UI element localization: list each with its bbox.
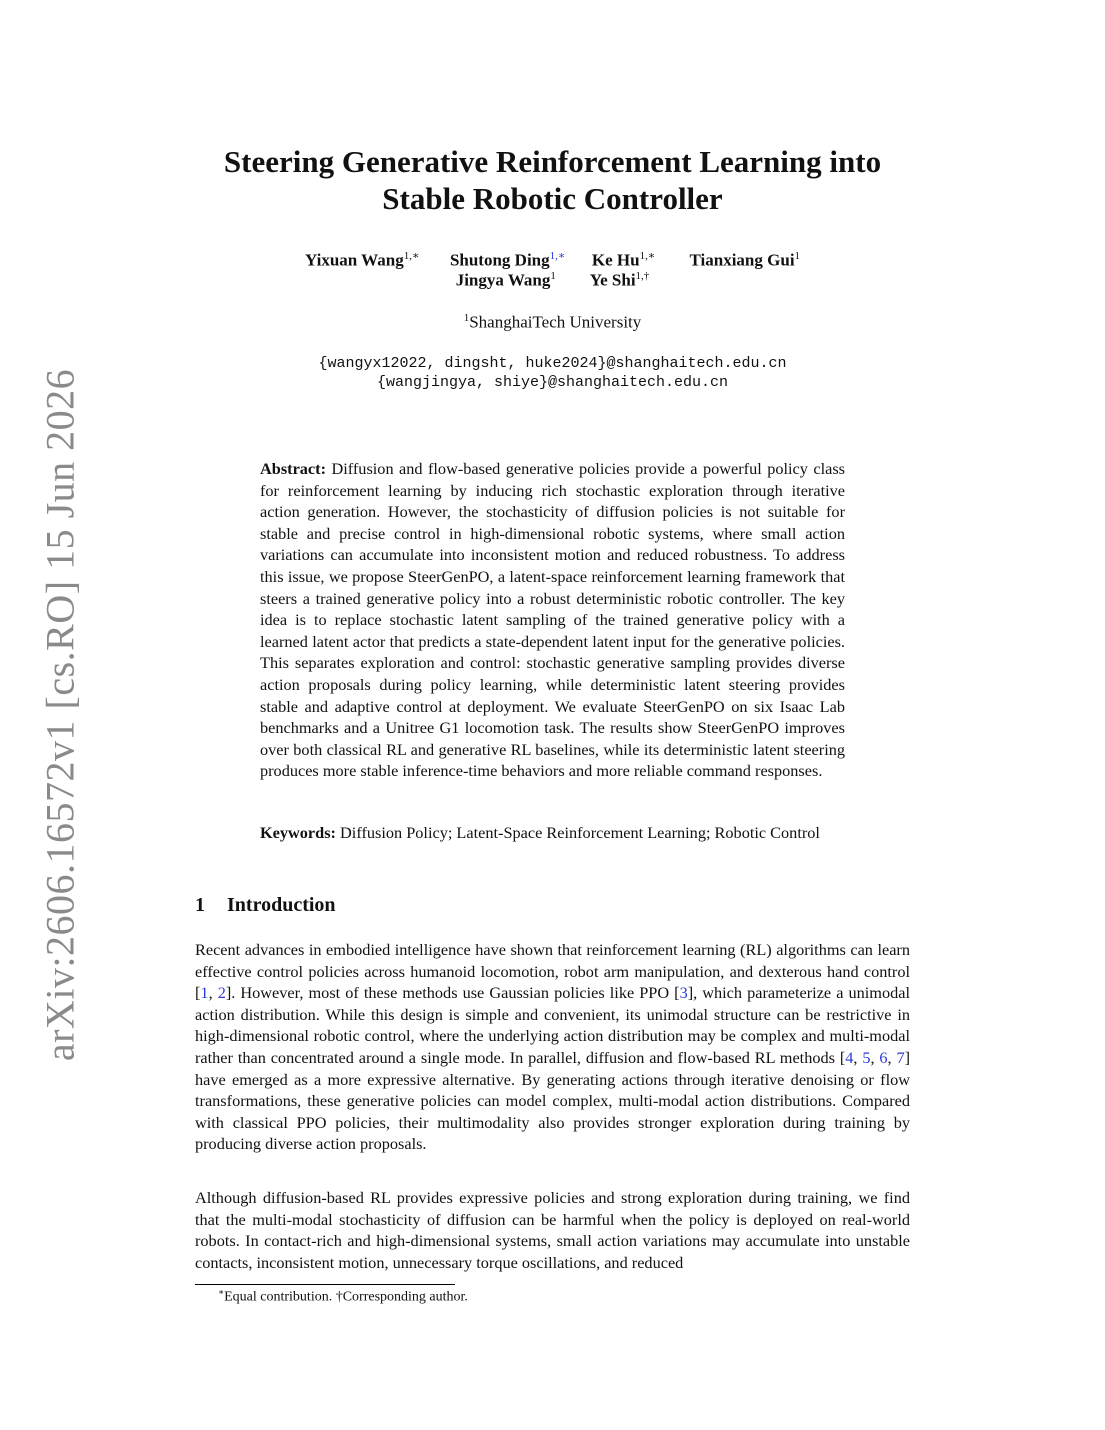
author-name: Ye Shi — [589, 270, 636, 290]
citation-link[interactable]: 1 — [200, 983, 209, 1003]
footnote — [218, 1287, 468, 1306]
author-name: Ke Hu — [591, 250, 640, 270]
paragraph-text: ] have emerged as a more expressive alternative. By generating actions through iterative denoising or flow transformations, these generative policies can model complex, multi-modal action distributions. Compared with classical PPO policies, their multimodality also provides stronger exploration during training by producing diverse action proposals. — [195, 1047, 911, 1154]
author-mark: 1,∗ — [403, 250, 420, 262]
section-title: Introduction — [227, 894, 336, 916]
footnote-rule — [195, 1284, 455, 1285]
footnote-text: Equal contribution. †Corresponding author. — [224, 1289, 468, 1305]
paragraph-text: ], which parameterize a unimodal action distribution. While this design is simple and convenient, its unimodal structure can be restrictive in high-dimensional robotic control, where the underlying action distribution may be complex and multi-modal rather than concentrated around a single mode. In parallel, diffusion and flow-based RL methods [ — [195, 983, 910, 1067]
section-number: 1 — [195, 894, 205, 916]
author-mark: 1,∗ — [639, 250, 656, 262]
affiliation-name: ShanghaiTech University — [469, 312, 642, 332]
abstract-label: Abstract: — [260, 459, 327, 478]
citation-link[interactable]: 3 — [679, 983, 688, 1003]
author-mark: 1,† — [635, 270, 650, 282]
paper-title — [150, 143, 955, 217]
abstract-text: Diffusion and flow-based generative policies provide a powerful policy class for reinforcement learning by inducing rich stochastic exploration through iterative action generation. However, the stochasticity of diffusion policies is not suitable for stable and precise control in high-dimensional robotic systems, where small action variations can accumulate into inconsistent motion and reduced robustness. To address this issue, we propose SteerGenPO, a latent-space reinforcement learning framework that steers a trained generative policy into a robust deterministic robotic controller. The key idea is to replace stochastic latent sampling of the trained generative policy with a learned latent actor that predicts a state-dependent latent input for the generative policies. This separates exploration and control: stochastic generative sampling provides diverse action proposals during policy learning, while deterministic latent steering provides stable and adaptive control at deployment. We evaluate SteerGenPO on six Isaac Lab benchmarks and a Unitree G1 locomotion task. The results show SteerGenPO improves over both classical RL and generative RL baselines, while its deterministic latent steering produces more stable inference-time behaviors and more reliable command responses. — [260, 459, 845, 781]
citation-link[interactable]: 7 — [896, 1047, 905, 1067]
author-mark: 1 — [550, 270, 556, 282]
author-row-1 — [150, 249, 955, 271]
paragraph-text: Recent advances in embodied intelligence have shown that reinforcement learning (RL) algorithms can learn effective control policies across humanoid locomotion, robot arm manipulation, and dexterous hand control [ — [195, 940, 910, 1003]
keywords-text: Diffusion Policy; Latent-Space Reinforcement Learning; Robotic Control — [340, 823, 820, 842]
author-name: Tianxiang Gui — [689, 250, 795, 270]
author-row-2 — [150, 270, 955, 291]
author-name: Shutong Ding — [449, 250, 550, 270]
intro-paragraph-1: Recent advances in embodied intelligence have shown that reinforcement learning (RL) algorithms can learn effective control policies across humanoid locomotion, robot arm manipulation, and dexterous hand control [1, 2]. However, most of these methods use Gaussian policies like PPO [3], which parameterize a unimodal action distribution. While this design is simple and convenient, its unimodal structure can be restrictive in high-dimensional robotic control, where the underlying action distribution may be complex and multi-modal rather than concentrated around a single mode. In parallel, diffusion and flow-based RL methods [4, 5, 6, 7] have emerged as a more expressive alternative. By generating actions through iterative denoising or flow transformations, these generative policies can model complex, multi-modal action distributions. Compared with classical PPO policies, their multimodality also provides stronger exploration during training by producing diverse action proposals. — [195, 940, 911, 1154]
footnote-mark: ∗ — [218, 1287, 225, 1297]
title-line-2: Stable Robotic Controller — [382, 181, 723, 216]
citation-link[interactable]: 4 — [845, 1047, 854, 1067]
author-mark: 1,∗ — [549, 250, 566, 262]
section-heading — [195, 894, 336, 917]
citation-link[interactable]: 5 — [862, 1047, 871, 1067]
citation-link[interactable]: 2 — [217, 983, 226, 1003]
abstract — [260, 458, 845, 782]
affiliation-mark: 1 — [463, 312, 470, 324]
author-name: Yixuan Wang — [304, 250, 404, 270]
email-line-1: {wangyx12022, dingsht, huke2024}@shanghaitech.edu.cn — [318, 355, 787, 372]
affiliation — [150, 312, 955, 333]
email-line-2: {wangjingya, shiye}@shanghaitech.edu.cn — [376, 374, 729, 391]
author-name: Jingya Wang — [455, 270, 551, 290]
keywords — [260, 822, 845, 844]
arxiv-identifier: arXiv:2606.16572v1 [cs.RO] 15 Jun 2026 — [37, 368, 83, 1062]
arxiv-sidebar — [10, 0, 110, 1430]
keywords-label: Keywords: — [260, 823, 336, 842]
citation-link[interactable]: 6 — [879, 1047, 888, 1067]
intro-paragraph-2: Although diffusion-based RL provides expressive policies and strong exploration during training, we find that the multi-modal stochasticity of diffusion can be harmful when the policy is deployed on real-world robots. In contact-rich and high-dimensional systems, small action variations may accumulate into unstable contacts, inconsistent motion, unnecessary torque oscillations, and reduced — [195, 1188, 910, 1272]
author-mark: 1 — [794, 250, 801, 262]
title-line-1: Steering Generative Reinforcement Learning into — [223, 144, 882, 179]
paragraph-text: ]. However, most of these methods use Gaussian policies like PPO [ — [225, 983, 680, 1003]
